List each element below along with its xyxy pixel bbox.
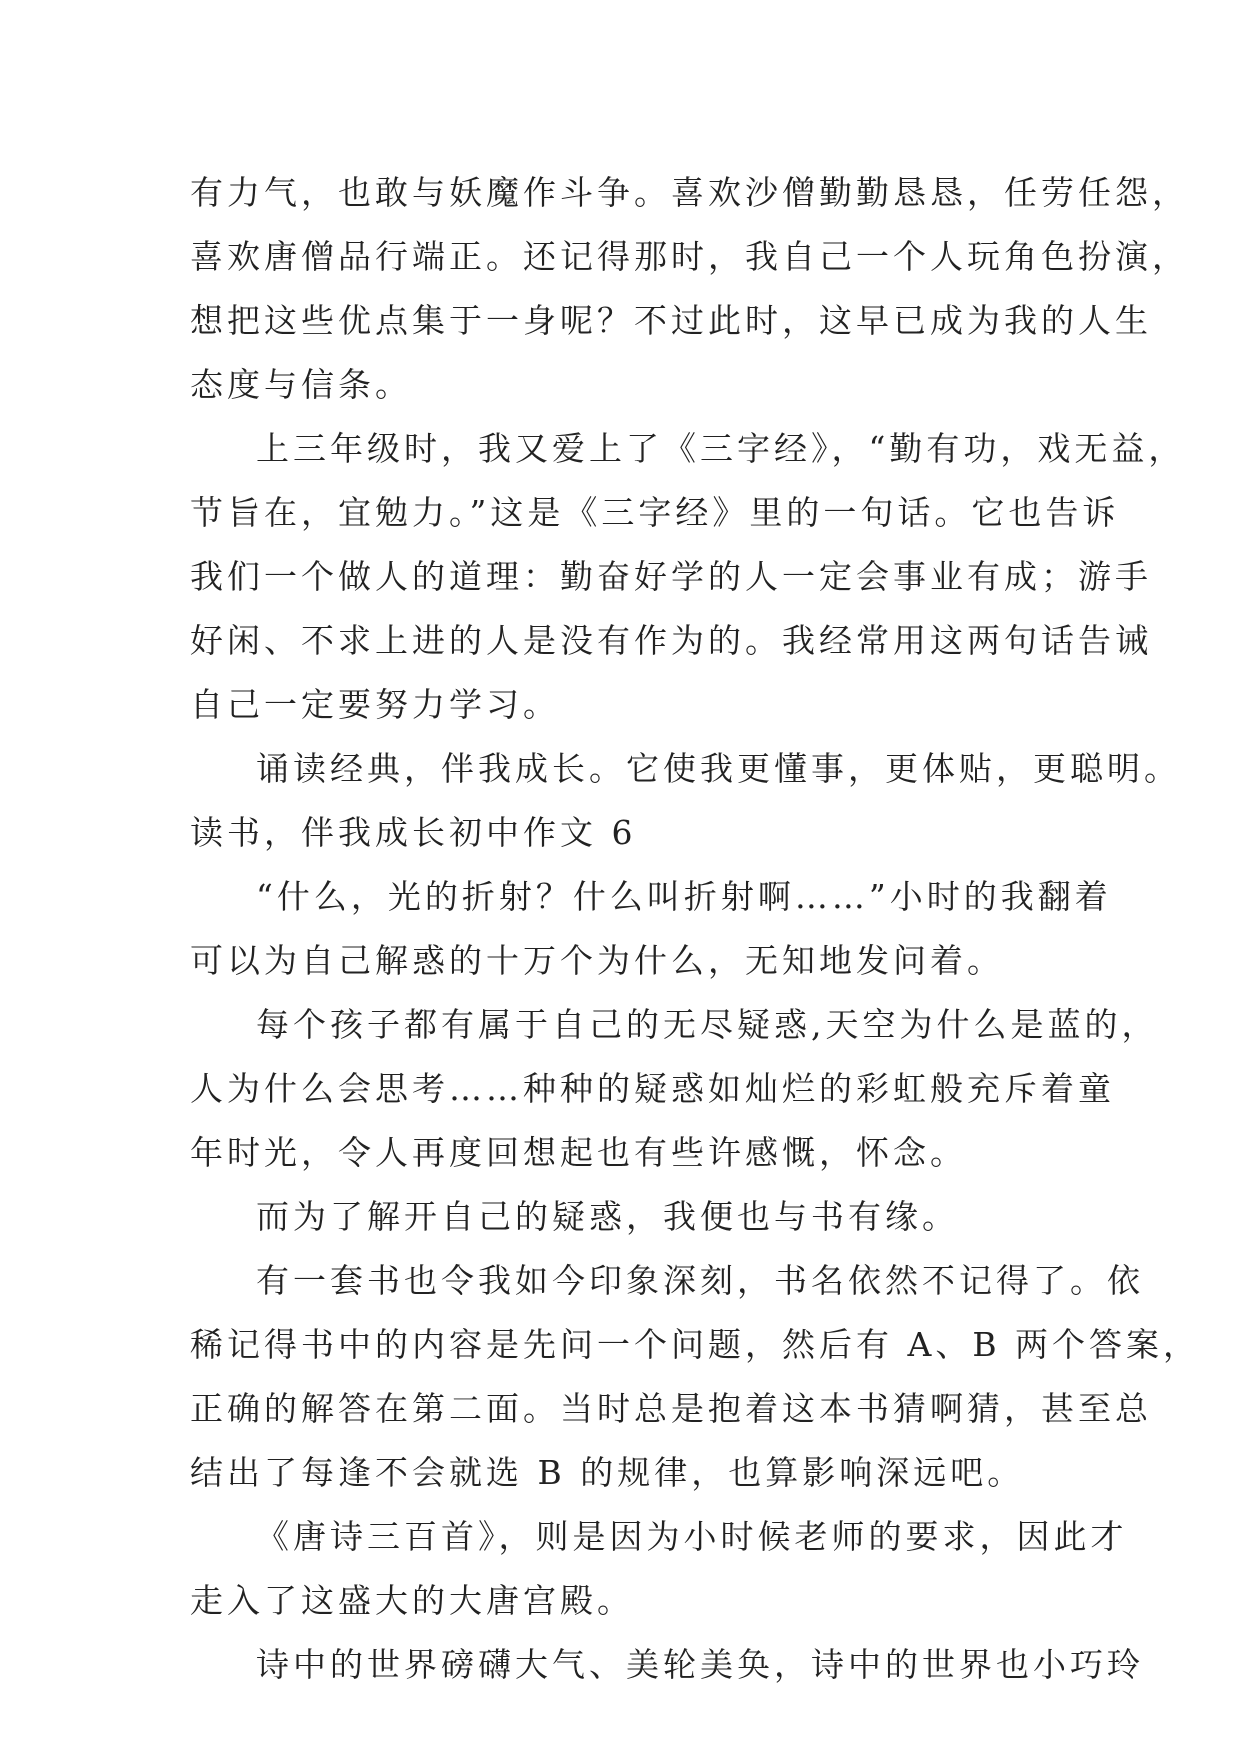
text-line: 我们一个做人的道理：勤奋好学的人一定会事业有成；游手 <box>190 557 1152 596</box>
text-line: 喜欢唐僧品行端正。还记得那时，我自己一个人玩角色扮演， <box>190 237 1189 276</box>
text-line: 有力气，也敢与妖魔作斗争。喜欢沙僧勤勤恳恳，任劳任怨， <box>190 173 1189 212</box>
text-line: 年时光，令人再度回想起也有些许感慨，怀念。 <box>190 1133 967 1172</box>
text-line: 稀记得书中的内容是先问一个问题，然后有 A、B 两个答案， <box>190 1325 1201 1364</box>
text-line: 节旨在，宜勉力。”这是《三字经》里的一句话。它也告诉 <box>190 493 1120 532</box>
text-line: 诗中的世界磅礴大气、美轮美奂，诗中的世界也小巧玲 <box>256 1645 1144 1684</box>
text-line: 而为了解开自己的疑惑，我便也与书有缘。 <box>256 1197 959 1236</box>
text-line: 想把这些优点集于一身呢？不过此时，这早已成为我的人生 <box>190 301 1152 340</box>
text-line: 可以为自己解惑的十万个为什么，无知地发问着。 <box>190 941 1004 980</box>
text-line: 人为什么会思考……种种的疑惑如灿烂的彩虹般充斥着童 <box>190 1069 1115 1108</box>
text-line: 正确的解答在第二面。当时总是抱着这本书猜啊猜，甚至总 <box>190 1389 1152 1428</box>
text-line: 上三年级时，我又爱上了《三字经》，“勤有功，戏无益， <box>256 429 1186 468</box>
text-line: 好闲、不求上进的人是没有作为的。我经常用这两句话告诫 <box>190 621 1152 660</box>
section-heading: 读书，伴我成长初中作文 6 <box>190 813 637 852</box>
text-line: 每个孩子都有属于自己的无尽疑惑,天空为什么是蓝的， <box>256 1005 1159 1044</box>
text-line: 自己一定要努力学习。 <box>190 685 560 724</box>
text-line: 《唐诗三百首》，则是因为小时候老师的要求，因此才 <box>256 1517 1128 1556</box>
text-line: 态度与信条。 <box>190 365 412 404</box>
text-line: 诵读经典，伴我成长。它使我更懂事，更体贴，更聪明。 <box>256 749 1181 788</box>
body-text <box>190 161 1201 1697</box>
text-line: “什么，光的折射？什么叫折射啊……”小时的我翻着 <box>256 877 1112 916</box>
text-line: 走入了这盛大的大唐宫殿。 <box>190 1581 634 1620</box>
text-line: 有一套书也令我如今印象深刻，书名依然不记得了。依 <box>256 1261 1144 1300</box>
text-line: 结出了每逢不会就选 B 的规律，也算影响深远吧。 <box>190 1453 1025 1492</box>
